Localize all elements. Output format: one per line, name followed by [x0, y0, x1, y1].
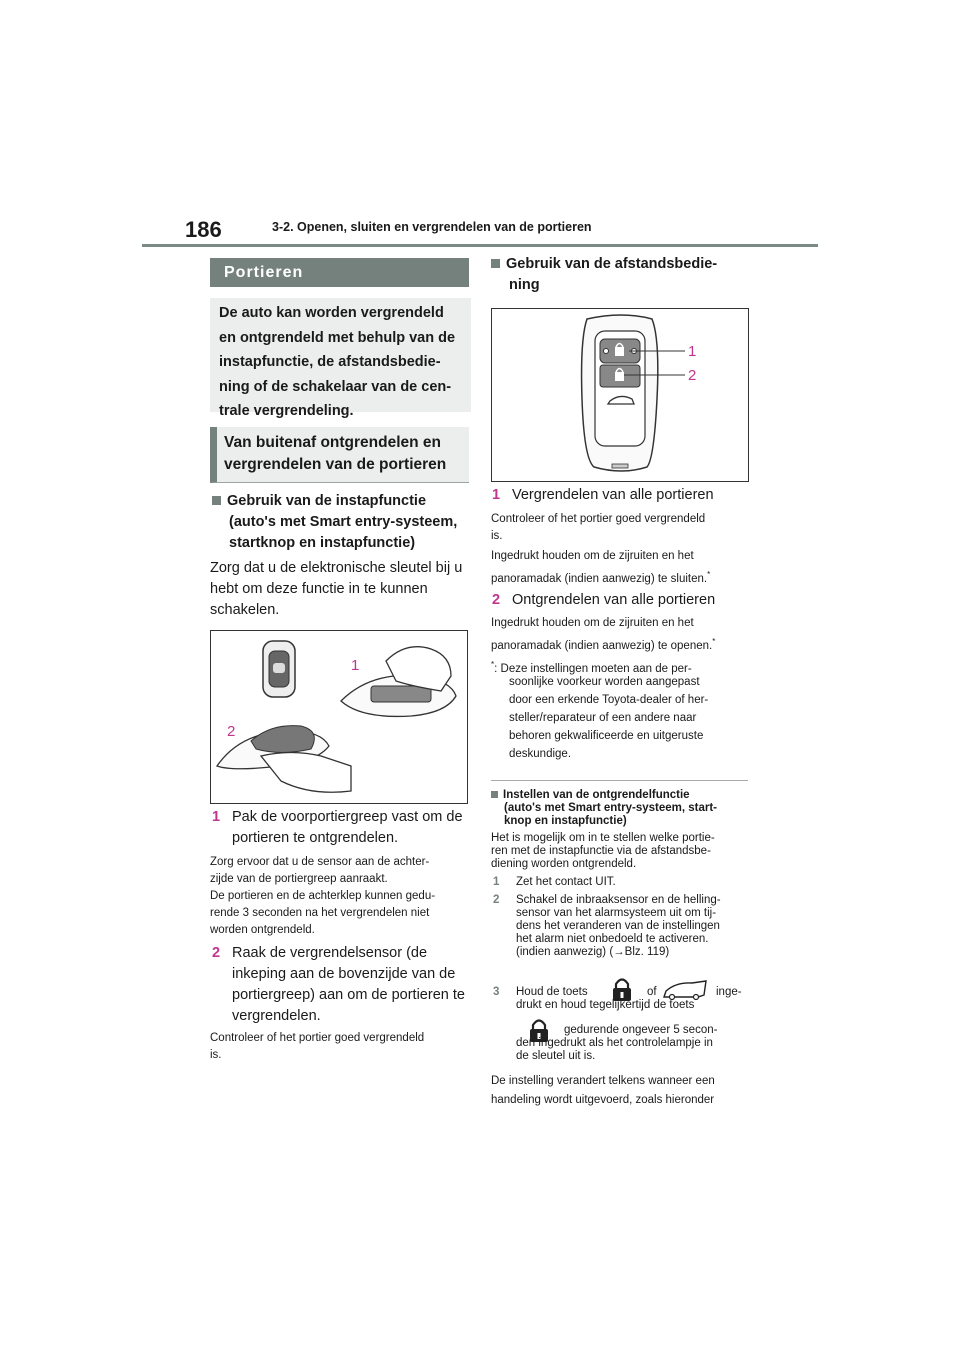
footnote-line: behoren gekwalificeerde en uitgeruste — [509, 730, 704, 742]
step-number: 2 — [493, 894, 500, 906]
para-line: De instelling verandert telkens wanneer een — [491, 1075, 715, 1087]
note-line: rende 3 seconden na het vergrendelen niet — [210, 907, 430, 919]
door-handle-illustration — [211, 631, 467, 803]
square-bullet-icon — [491, 791, 498, 798]
step-line: vergrendelen. — [232, 1008, 321, 1024]
chapter-title: 3-2. Openen, sluiten en vergrendelen van de portieren — [272, 220, 592, 234]
footnote-line: soonlijke voorkeur worden aangepast — [509, 676, 700, 688]
step-number: 1 — [493, 876, 500, 888]
figure-callout-2: 2 — [688, 367, 697, 384]
note-line: is. — [491, 530, 503, 542]
step-number: 2 — [212, 945, 221, 961]
note-line: Ingedrukt houden om de zijruiten en het — [491, 550, 694, 562]
section-divider — [491, 780, 748, 781]
note-line: panoramadak (indien aanwezig) te sluiten.* — [491, 570, 711, 585]
section-title: Portieren — [210, 258, 469, 287]
step-line: Zet het contact UIT. — [516, 876, 616, 888]
remote-key-illustration — [492, 309, 748, 481]
step-line: gedurende ongeveer 5 secon- — [564, 1024, 718, 1036]
tailgate-icon — [662, 979, 708, 1001]
step-line: de sleutel uit is. — [516, 1050, 596, 1062]
header-rule — [142, 244, 818, 247]
step-line: sensor van het alarmsysteem uit om tij- — [516, 907, 717, 919]
step-line: inkeping aan de bovenzijde van de — [232, 966, 456, 982]
heading-instapfunctie: Gebruik van de instapfunctie — [212, 491, 426, 512]
note-line: De portieren en de achterklep kunnen gedu- — [210, 890, 436, 902]
square-bullet-icon — [491, 259, 500, 268]
para-line: Het is mogelijk om in te stellen welke portie- — [491, 832, 715, 844]
note-line: Ingedrukt houden om de zijruiten en het — [491, 617, 694, 629]
item-text: Ontgrendelen van alle portieren — [512, 592, 716, 608]
step-number: 1 — [212, 809, 221, 825]
remote-figure — [491, 308, 749, 482]
step-line: portiergreep) aan om de portieren te — [232, 987, 465, 1003]
step-line: of — [647, 986, 657, 998]
door-handle-figure — [210, 630, 468, 804]
note-line: zijde van de portiergreep aanraakt. — [210, 873, 388, 885]
para-line: schakelen. — [210, 602, 280, 618]
step-line: Pak de voorportiergreep vast om de — [232, 809, 463, 825]
step-line: het alarm niet onbedoeld te activeren. — [516, 933, 709, 945]
step-line: Schakel de inbraaksensor en de helling- — [516, 894, 721, 906]
note-line: panoramadak (indien aanwezig) te openen.* — [491, 637, 716, 652]
step-line: inge- — [716, 986, 742, 998]
para-line: Zorg dat u de elektronische sleutel bij u — [210, 560, 463, 576]
page-number: 186 — [185, 217, 222, 242]
para-line: hebt om deze functie in te kunnen — [210, 581, 428, 597]
figure-callout-2: 2 — [227, 723, 236, 740]
heading-line: (auto's met Smart entry-systeem, — [229, 514, 458, 530]
figure-callout-1: 1 — [688, 343, 697, 360]
note-line: Zorg ervoor dat u de sensor aan de achter- — [210, 856, 430, 868]
step-line: dens het veranderen van de instellingen — [516, 920, 720, 932]
step-line: portieren te ontgrendelen. — [232, 830, 399, 846]
footnote-line: door een erkende Toyota-dealer of her- — [509, 694, 709, 706]
footnote: *: Deze instellingen moeten aan de per- — [491, 660, 692, 675]
heading-afstandsbediening: Gebruik van de afstandsbedie- — [491, 254, 717, 275]
step-2 — [212, 943, 220, 964]
step-1 — [212, 807, 220, 828]
step-line: den ingedrukt als het controlelampje in — [516, 1037, 713, 1049]
footnote-line: deskundige. — [509, 748, 572, 760]
intro-box: De auto kan worden vergrendeld en ontgrendeld met behulp van de instapfunctie, de afstandsbedie-ning of de schakelaar van de cen-trale vergrendeling. — [210, 298, 471, 412]
note-line: Controleer of het portier goed vergrendeld — [491, 513, 706, 525]
settings-heading: Instellen van de ontgrendelfunctie — [491, 789, 690, 802]
para-line: handeling wordt uitgevoerd, zoals hieronder — [491, 1094, 715, 1106]
square-bullet-icon — [212, 496, 221, 505]
item-text: Vergrendelen van alle portieren — [512, 487, 714, 503]
heading-line: (auto's met Smart entry-systeem, start- — [504, 802, 717, 814]
para-line: ren met de instapfunctie via de afstandsbe- — [491, 845, 711, 857]
step-number: 2 — [492, 592, 501, 608]
step-line: Houd de toets — [516, 986, 588, 998]
step-line: Raak de vergrendelsensor (de — [232, 945, 428, 961]
item-1 — [492, 485, 500, 506]
heading-line: ning — [509, 277, 540, 293]
step-number: 1 — [492, 487, 501, 503]
heading-line: knop en instapfunctie) — [504, 815, 627, 827]
footnote-line: steller/reparateur of een andere naar — [509, 712, 697, 724]
step-line: (indien aanwezig) (→Blz. 119) — [516, 946, 670, 958]
heading-line: startknop en instapfunctie) — [229, 535, 416, 551]
step-line: drukt en houd tegelijkertijd de toets — [516, 999, 695, 1011]
para-line: diening worden ontgrendeld. — [491, 858, 637, 870]
note-line: Controleer of het portier goed vergrendeld — [210, 1032, 425, 1044]
step-number: 3 — [493, 986, 500, 998]
subsection-heading: Van buitenaf ontgrendelen en vergrendelen van de portieren — [210, 427, 469, 483]
note-line: worden ontgrendeld. — [210, 924, 315, 936]
figure-callout-1: 1 — [351, 657, 360, 674]
note-line: is. — [210, 1049, 222, 1061]
item-2 — [492, 590, 500, 611]
